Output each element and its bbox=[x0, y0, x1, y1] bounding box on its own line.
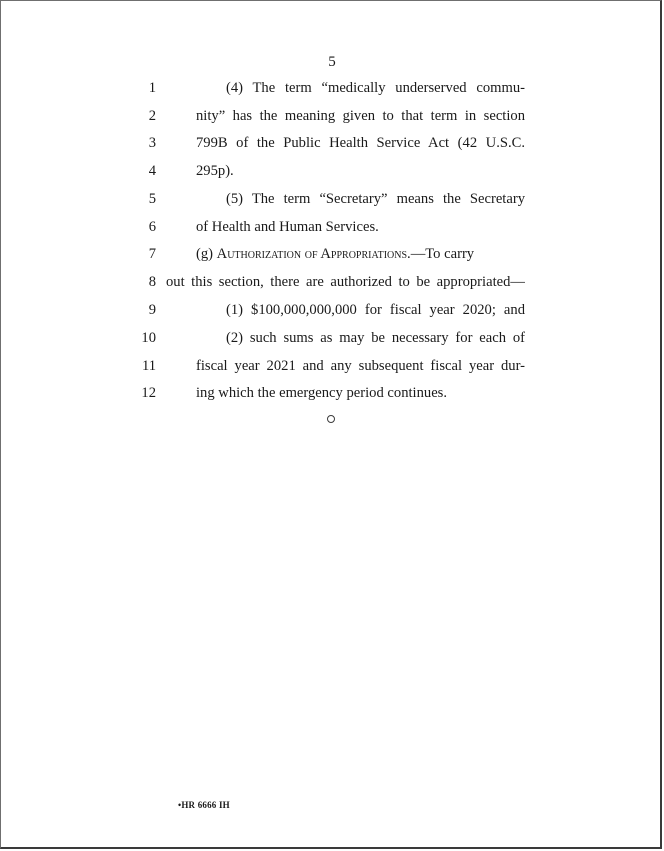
text-line-5 bbox=[0, 191, 664, 211]
line-text bbox=[196, 246, 525, 263]
line-text: 295p). bbox=[196, 163, 234, 179]
text-line-1 bbox=[0, 80, 664, 100]
text-line-6 bbox=[0, 219, 664, 239]
text-line-2 bbox=[0, 108, 664, 128]
line-text: fiscal year 2021 and any subsequent fiscal year dur- bbox=[196, 358, 525, 374]
text-line-7 bbox=[0, 246, 664, 266]
line-number: 9 bbox=[148, 302, 156, 318]
text-line-11 bbox=[0, 358, 664, 378]
text-line-10 bbox=[0, 330, 664, 350]
line-number: 6 bbox=[148, 219, 156, 235]
line-number: 11 bbox=[141, 358, 156, 374]
line-text: nity” has the meaning given to that term in section bbox=[196, 108, 525, 124]
line-number: 7 bbox=[148, 246, 156, 262]
line-number: 8 bbox=[148, 274, 156, 290]
line-number: 4 bbox=[148, 163, 156, 179]
line-number: 5 bbox=[148, 191, 156, 207]
heading-trailing-text: .—To carry bbox=[407, 246, 475, 262]
bill-identifier-footer: •HR 6666 IH bbox=[178, 800, 230, 810]
subsection-label: (g) bbox=[196, 246, 217, 262]
line-number: 1 bbox=[148, 80, 156, 96]
text-line-9 bbox=[0, 302, 664, 322]
line-text: of Health and Human Services. bbox=[196, 219, 379, 235]
line-number: 10 bbox=[141, 330, 156, 346]
line-text: (4) The term “medically underserved commu- bbox=[226, 80, 525, 96]
text-line-8 bbox=[0, 274, 664, 294]
line-number: 12 bbox=[141, 385, 156, 401]
text-line-12 bbox=[0, 385, 664, 405]
text-line-4 bbox=[0, 163, 664, 183]
text-line-3 bbox=[0, 135, 664, 155]
line-text: out this section, there are authorized to be appropriated— bbox=[166, 274, 525, 290]
page-number: 5 bbox=[328, 54, 336, 70]
section-heading: Authorization of Appropriations bbox=[216, 246, 408, 262]
line-text: (5) The term “Secretary” means the Secretary bbox=[226, 191, 525, 207]
line-text: (2) such sums as may be necessary for each of bbox=[226, 330, 525, 346]
line-text: ing which the emergency period continues. bbox=[196, 385, 447, 401]
line-text: (1) $100,000,000,000 for fiscal year 2020; and bbox=[226, 302, 525, 318]
line-text: 799B of the Public Health Service Act (42 U.S.C. bbox=[196, 135, 525, 151]
line-number: 2 bbox=[148, 108, 156, 124]
end-of-text-circle-icon bbox=[327, 415, 335, 423]
line-number: 3 bbox=[148, 135, 156, 151]
